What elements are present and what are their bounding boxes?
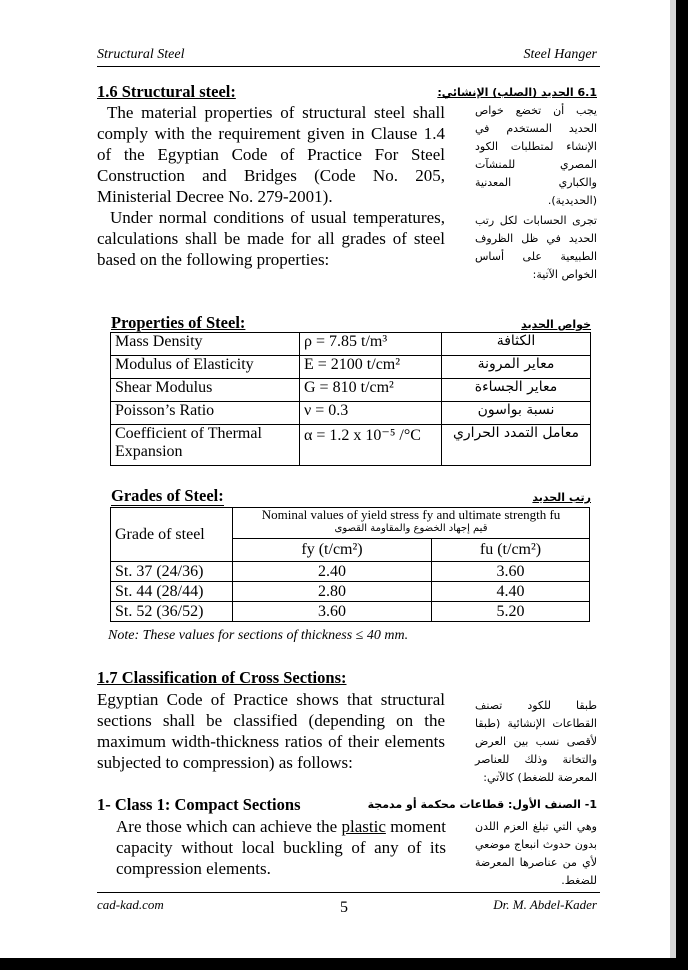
- class-1-text-plastic: plastic: [341, 817, 386, 836]
- section-17-para: Egyptian Code of Practice shows that structural sections shall be classified (depending on the maximum width-thickness ratios of their elements subjected to compression) as follows:: [97, 690, 445, 772]
- property-ar: الكثافة: [442, 333, 591, 356]
- header-right: Steel Hanger: [523, 47, 597, 62]
- grade-header: Grade of steel: [111, 508, 233, 562]
- property-ar: معاير المرونة: [442, 356, 591, 379]
- footer-left: cad-kad.com: [97, 897, 164, 912]
- page-number: 5: [340, 899, 348, 916]
- section-16-ar-para-2: تجرى الحسابات لكل رتب الحديد في ظل الظروف الطبيعية على أساس الخواص الآتية:: [475, 214, 597, 281]
- property-value: G = 810 t/cm²: [300, 379, 442, 402]
- nominal-ar: قيم إجهاد الخضوع والمقاومة القصوى: [334, 523, 488, 534]
- header-left: Structural Steel: [97, 47, 185, 62]
- table-row: [111, 508, 590, 539]
- table-row: [111, 402, 591, 425]
- grade-cell: St. 37 (24/36): [111, 562, 233, 582]
- property-value: α = 1.2 x 10⁻⁵ /°C: [300, 425, 442, 466]
- property-ar: معامل التمدد الحراري: [442, 425, 591, 466]
- section-16-para-2: Under normal conditions of usual temperatures, calculations shall be made for all grades of steel based on the following properties:: [97, 208, 445, 269]
- table-row: [111, 602, 590, 622]
- section-16-para-1: The material properties of structural steel shall comply with the requirement given in Clause 1.4 of the Egyptian Code of Practice For Steel Construction and Bridges (Code No. 205, Ministerial Decree No. 279-2001).: [97, 103, 445, 206]
- class-1-text-a: Are those which can achieve the: [116, 817, 342, 836]
- fy-header: fy (t/cm²): [233, 539, 432, 562]
- property-name: Shear Modulus: [111, 379, 300, 402]
- table-row: [111, 356, 591, 379]
- section-16-ar-title: 6.1 الحديد (الصلب) الإنشائي:: [437, 86, 597, 99]
- class-1-para: [116, 816, 446, 879]
- property-name: Poisson’s Ratio: [111, 402, 300, 425]
- fy-cell: 3.60: [233, 602, 432, 622]
- grades-ar-title: رتب الحديد: [532, 491, 591, 504]
- table-row: [111, 425, 591, 466]
- page-border-right: [676, 0, 688, 970]
- properties-table: [110, 332, 591, 466]
- grade-cell: St. 52 (36/52): [111, 602, 233, 622]
- class-1-ar-title: 1- الصنف الأول: قطاعات محكمة أو مدمجة: [367, 798, 597, 811]
- grade-cell: St. 44 (28/44): [111, 582, 233, 602]
- section-17-title: 1.7 Classification of Cross Sections:: [97, 668, 347, 687]
- table-row: [111, 582, 590, 602]
- property-ar: نسبة بواسون: [442, 402, 591, 425]
- fy-cell: 2.40: [233, 562, 432, 582]
- table-row: [111, 379, 591, 402]
- page-border-bottom: [0, 958, 688, 970]
- table-row: [111, 333, 591, 356]
- fu-header: fu (t/cm²): [432, 539, 590, 562]
- nominal-header: [233, 508, 590, 539]
- header-rule: [97, 66, 600, 67]
- properties-title: Properties of Steel:: [111, 313, 246, 332]
- fu-cell: 5.20: [432, 602, 590, 622]
- property-name: Coefficient of Thermal Expansion: [111, 425, 300, 466]
- footer-right: Dr. M. Abdel-Kader: [493, 897, 597, 912]
- fu-cell: 4.40: [432, 582, 590, 602]
- class-1-title: 1- Class 1: Compact Sections: [97, 795, 301, 814]
- table-row: [111, 562, 590, 582]
- property-name: Mass Density: [111, 333, 300, 356]
- fu-cell: 3.60: [432, 562, 590, 582]
- section-16-title: 1.6 Structural steel:: [97, 82, 236, 101]
- property-ar: معاير الجساءة: [442, 379, 591, 402]
- section-16-ar-para-1: يجب أن تخضع خواص الحديد المستخدم في الإنشاء لمتطلبات الكود المصري للمنشآت والكباري المعدنية (الحديدية).: [475, 104, 597, 207]
- section-17-ar-para: طبقا للكود تصنف القطاعات الإنشائية (طبقا لأقصى نسب بين العرض والتخانة وذلك للعناصر المعرضة للضغط) كالآتي:: [475, 699, 597, 784]
- grades-table: [110, 507, 590, 622]
- property-value: ρ = 7.85 t/m³: [300, 333, 442, 356]
- grades-note: Note: These values for sections of thickness ≤ 40 mm.: [108, 628, 409, 643]
- class-1-text-b: moment capacity without local buckling of any of its compression elements.: [116, 817, 446, 878]
- footer-rule: [97, 892, 600, 893]
- properties-ar-title: خواص الحديد: [521, 318, 591, 331]
- property-value: ν = 0.3: [300, 402, 442, 425]
- grades-title: Grades of Steel:: [111, 486, 224, 505]
- fy-cell: 2.80: [233, 582, 432, 602]
- class-1-ar-para: وهي التي تبلغ العزم اللدن بدون حدوث انبعاج موضعي لأي من عناصرها المعرضة للضغط.: [475, 820, 597, 887]
- nominal-en: Nominal values of yield stress fy and ultimate strength fu: [261, 507, 561, 522]
- property-name: Modulus of Elasticity: [111, 356, 300, 379]
- property-value: E = 2100 t/cm²: [300, 356, 442, 379]
